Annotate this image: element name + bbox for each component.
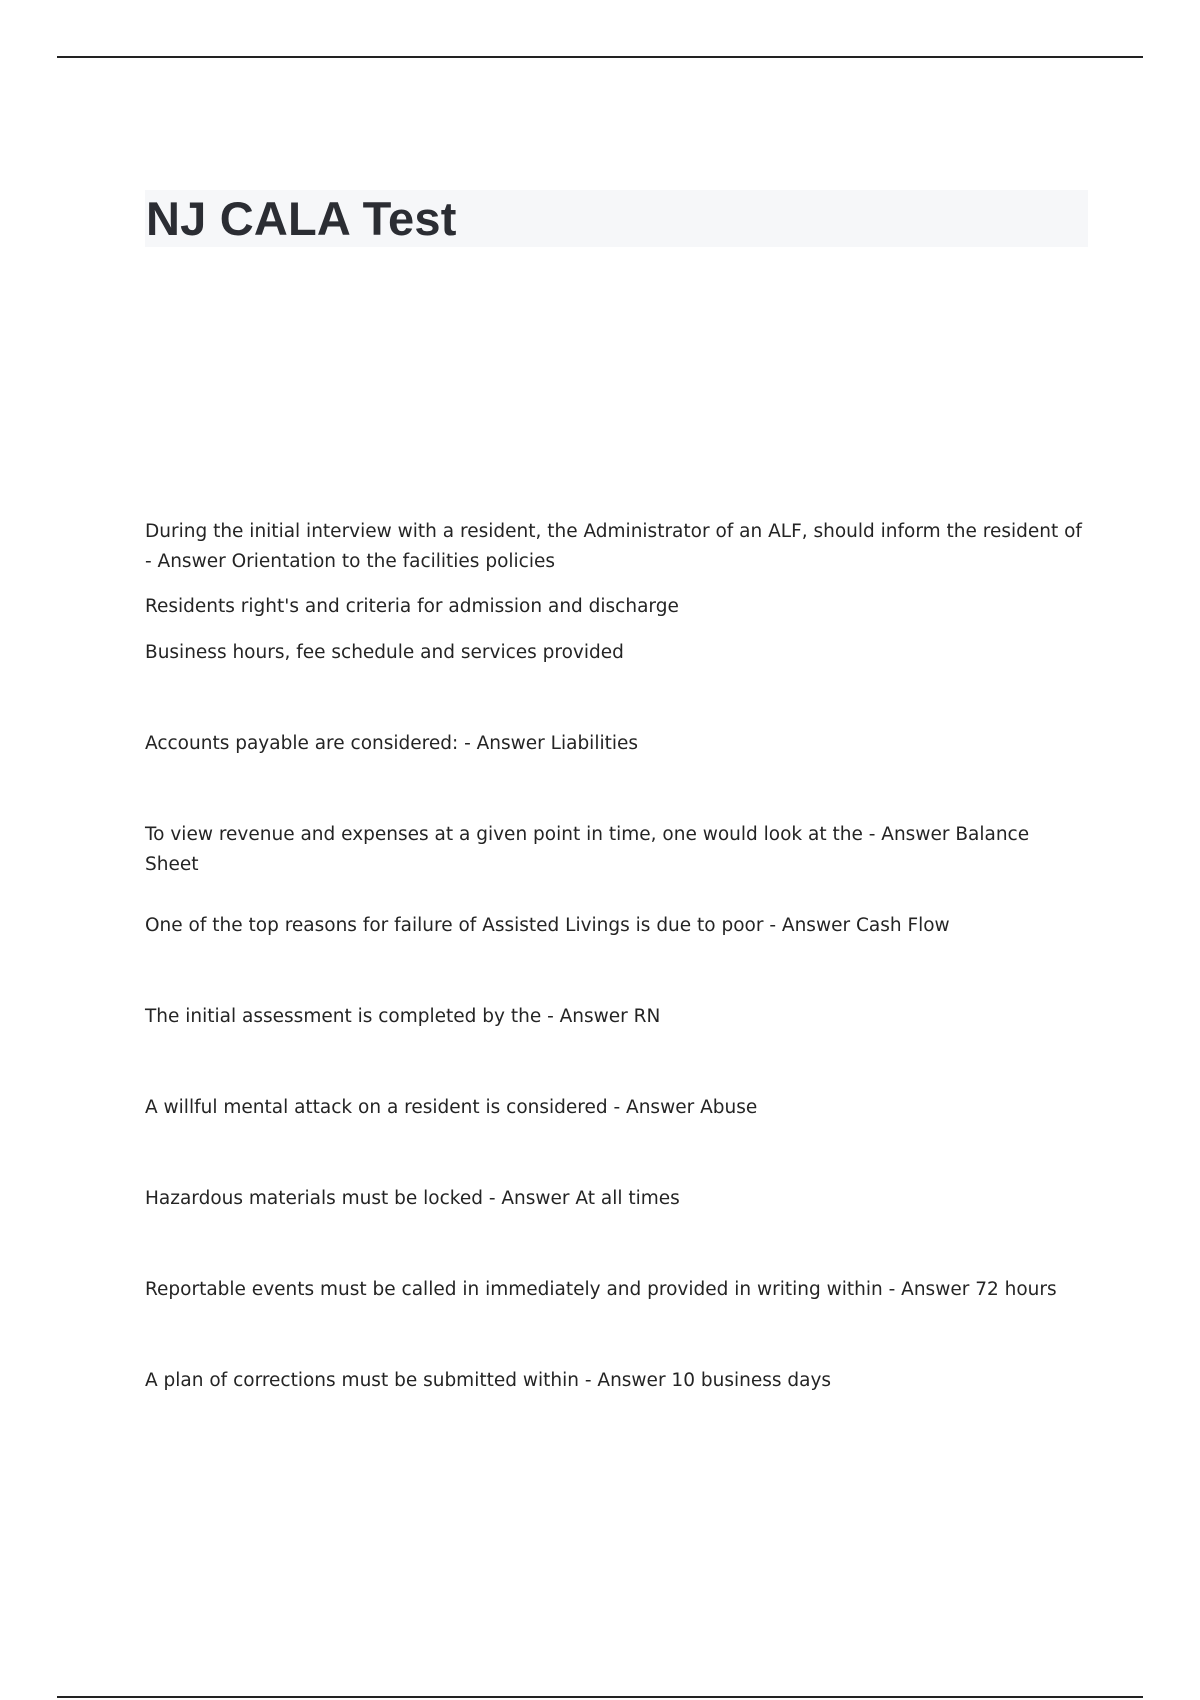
qa-item: A plan of corrections must be submitted within - Answer 10 business days	[145, 1370, 832, 1391]
qa-item: The initial assessment is completed by the - Answer RN	[145, 1006, 661, 1027]
top-divider	[57, 56, 1143, 58]
qa-item: Residents right's and criteria for admission and discharge	[145, 596, 679, 617]
qa-item: A willful mental attack on a resident is considered - Answer Abuse	[145, 1097, 758, 1118]
page-title: NJ CALA Test	[146, 192, 457, 245]
qa-item: During the initial interview with a resident, the Administrator of an ALF, should inform the resident of - Answer Orientation to the facilities policies	[145, 521, 1082, 572]
qa-item: One of the top reasons for failure of Assisted Livings is due to poor - Answer Cash Flow	[145, 915, 950, 936]
qa-item: Reportable events must be called in immediately and provided in writing within - Answer 72 hours	[145, 1279, 1057, 1300]
qa-item: Accounts payable are considered: - Answer Liabilities	[145, 733, 639, 754]
bottom-divider	[57, 1696, 1143, 1698]
qa-item: Business hours, fee schedule and services provided	[145, 642, 624, 663]
qa-item: Hazardous materials must be locked - Answer At all times	[145, 1188, 680, 1209]
qa-item: To view revenue and expenses at a given point in time, one would look at the - Answer Balance Sheet	[145, 824, 1030, 875]
